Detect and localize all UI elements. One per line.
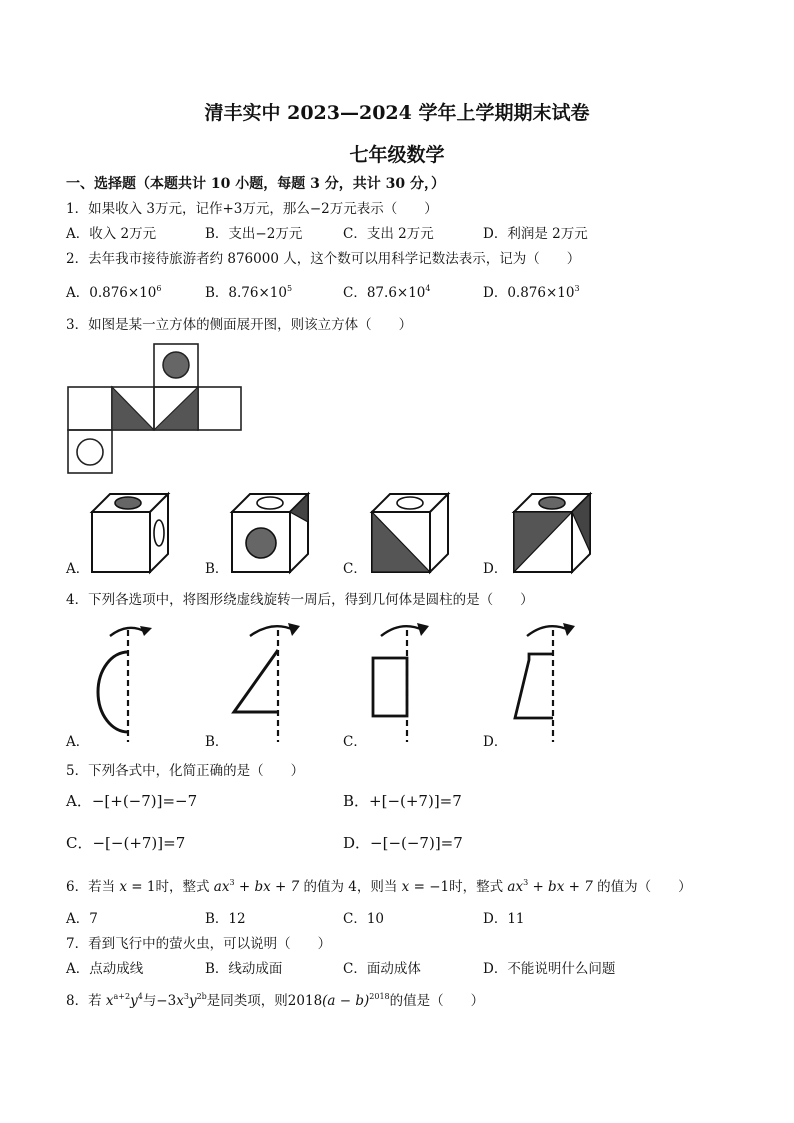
exam-subtitle: 七年级数学 [349,144,445,166]
question-6-stem: 6．若当 x = 1时，整式 $ax^3$ + bx + 7 的值为 4，则当 x = −1时，整式 $ax^3$ + bx + 7 的值为（ ） [66,878,692,895]
net-face-1 [68,387,112,430]
q3-cube-c [370,492,450,572]
q6-option-a: A．7 [66,911,98,927]
q7-option-b: B．线动成面 [205,961,283,977]
question-3-stem: 3．如图是某一立方体的侧面展开图，则该立方体（ ） [66,317,413,333]
q5-option-b: B．+[−(+7)]=7 [343,792,462,810]
q2-option-b: B．$8.76\times 10^5$ [205,284,293,301]
q7-option-d: D．不能说明什么问题 [483,961,616,977]
q5-option-d: D．−[−(−7)]=7 [343,834,463,852]
q7-option-a: A．点动成线 [66,961,144,977]
question-5-stem: 5．下列各式中，化简正确的是（ ） [66,763,305,779]
q5-option-a: A．−[+(−7)]=−7 [66,792,198,810]
q1-option-d: D．利润是 2万元 [483,226,588,242]
q3-cube-b [230,492,310,572]
q6-option-b: B．12 [205,911,246,927]
question-7-stem: 7．看到飞行中的萤火虫，可以说明（ ） [66,936,332,952]
q3-option-d: D． [483,561,508,577]
q2-option-c: C．$87.6\times 10^4$ [343,284,431,301]
question-4-stem: 4．下列各选项中，将图形绕虚线旋转一周后，得到几何体是圆柱的是（ ） [66,592,534,608]
q7-option-c: C．面动成体 [343,961,421,977]
q3-cube-d [512,492,592,572]
q1-option-b: B．支出−2万元 [205,226,303,242]
q3-option-b: B． [205,561,229,577]
net-shaded-circle [163,352,189,378]
q6-option-d: D．11 [483,911,525,927]
q4-option-b: B． [205,734,229,750]
q3-option-a: A． [66,561,90,577]
exam-title: 清丰实中 2023—2024 学年上学期期末试卷 [204,102,590,124]
net-triangle-right [154,387,198,430]
q3-option-c: C． [343,561,367,577]
q4-figure-a [88,622,158,744]
q2-option-a: A．$0.876\times 10^6$ [66,284,162,301]
question-8-stem: 8．若 $x^{a+2}y^4$与$-3x^3y^{2b}$是同类项，则$2018(a - b)^{2018}$的值是（ ） [66,992,485,1009]
q4-option-d: D． [483,734,508,750]
section-heading: 一、选择题（本题共计 10 小题，每题 3 分，共计 30 分，） [66,176,445,192]
net-open-circle [77,439,103,465]
q4-figure-d [505,620,585,744]
q2-option-d: D．$0.876\times 10^3$ [483,284,580,301]
q3-cube-a [90,492,170,572]
question-1-stem: 1．如果收入 3万元，记作+3万元，那么−2万元表示（ ） [66,201,438,217]
q4-option-a: A． [66,734,90,750]
q4-option-c: C． [343,734,367,750]
q1-option-c: C．支出 2万元 [343,226,434,242]
net-triangle-left [112,387,154,430]
q4-figure-c [365,620,445,744]
net-face-4 [198,387,241,430]
q4-figure-b [228,620,308,744]
q6-option-c: C．10 [343,911,385,927]
q5-option-c: C．−[−(+7)]=7 [66,834,186,852]
question-2-stem: 2．去年我市接待旅游者约 876000 人，这个数可以用科学记数法表示，记为（ ） [66,251,581,267]
q1-option-a: A．收入 2万元 [66,226,157,242]
cube-net-figure [66,343,246,475]
